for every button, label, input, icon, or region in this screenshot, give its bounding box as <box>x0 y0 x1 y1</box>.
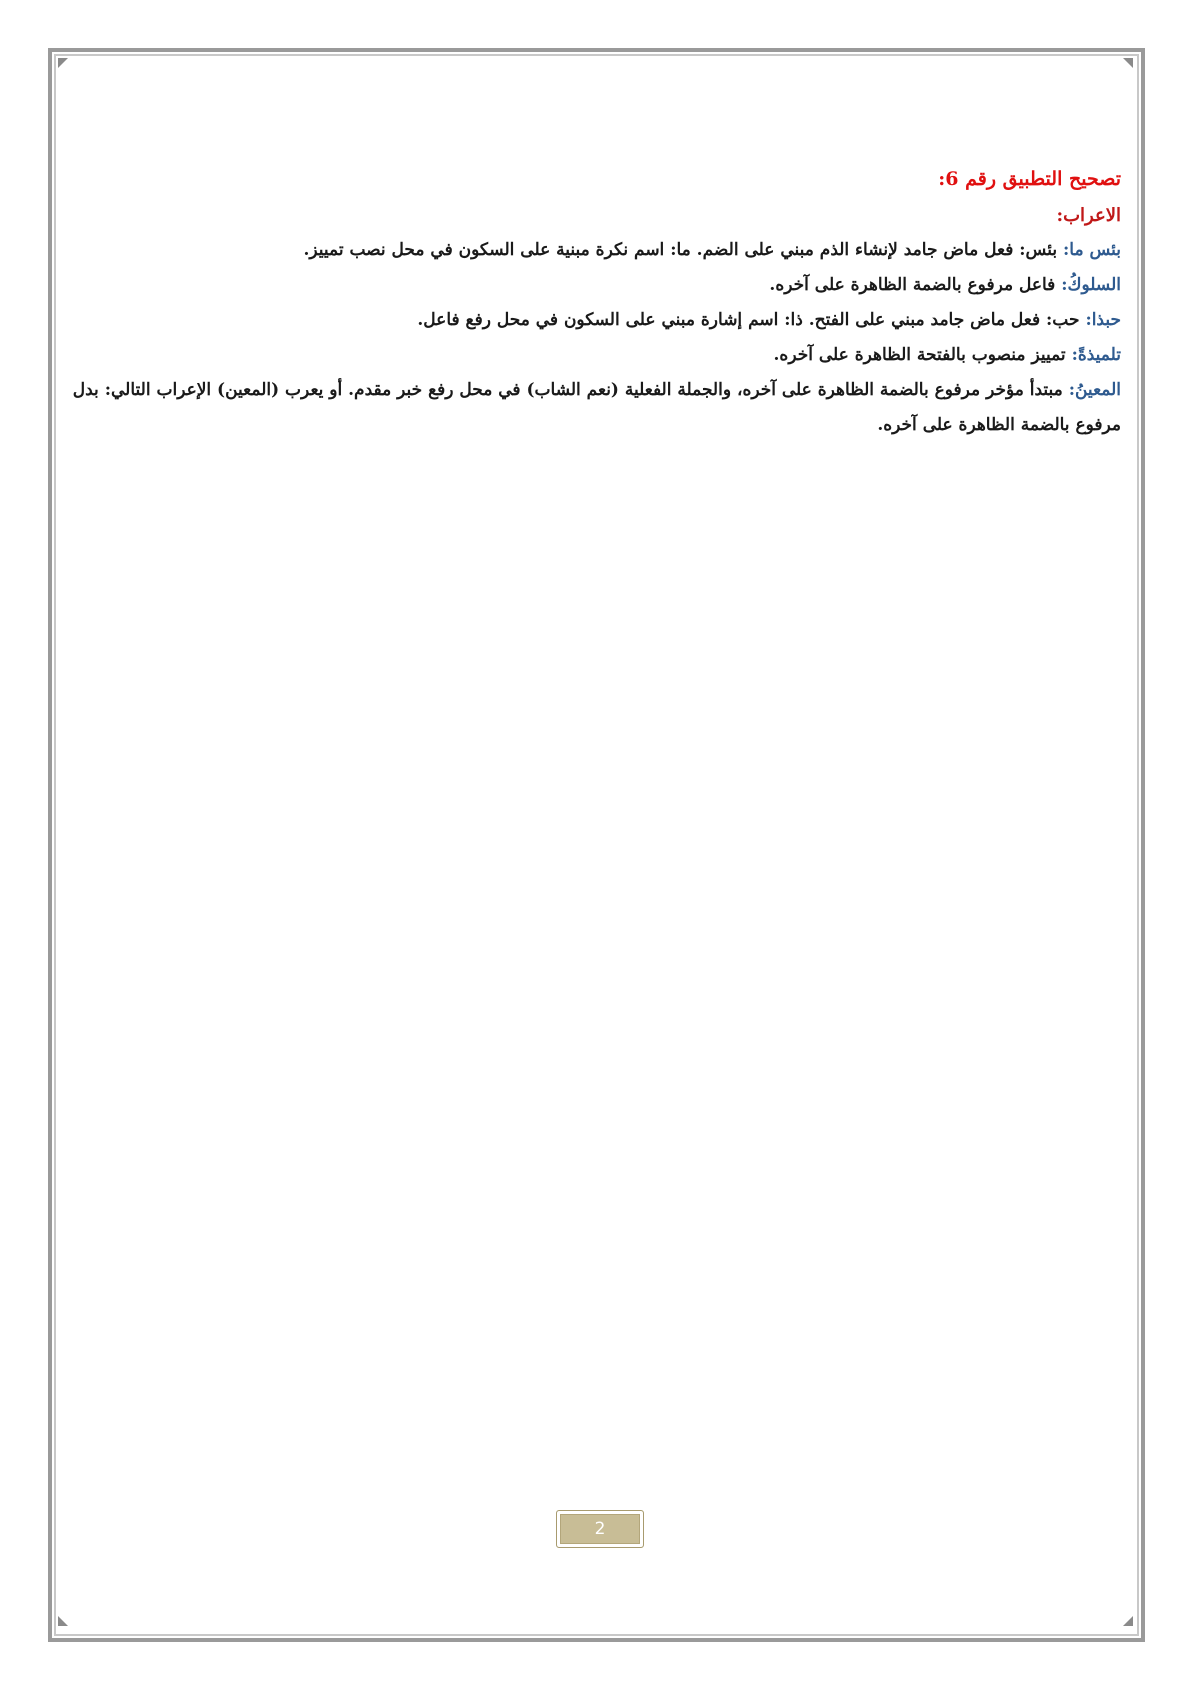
entry-paragraph-1 <box>70 233 1121 268</box>
entry-paragraph-5 <box>70 373 1121 443</box>
corner-ornament-bottom-left <box>58 1616 68 1626</box>
entry-text: تمييز منصوب بالفتحة الظاهرة على آخره. <box>773 345 1072 365</box>
entry-text: فاعل مرفوع بالضمة الظاهرة على آخره. <box>769 275 1062 295</box>
corner-ornament-top-left <box>58 58 68 68</box>
entry-paragraph-2 <box>70 268 1121 303</box>
document-body <box>70 160 1121 443</box>
corner-ornament-top-right <box>1123 58 1133 68</box>
entry-text: مبتدأ مؤخر مرفوع بالضمة الظاهرة على آخره، والجملة الفعلية (نعم الشاب) في محل رفع خبر مقدم. أو يعرب (المعين) الإعراب التالي: بدل مرفوع بالضمة الظاهرة على آخره. <box>72 380 1121 435</box>
page-number: 2 <box>556 1510 644 1548</box>
section-label: الاعراب: <box>1056 205 1121 226</box>
entry-term: تلميذةً: <box>1071 345 1121 365</box>
entry-term: السلوكُ: <box>1061 275 1121 295</box>
entry-term: المعينُ: <box>1068 380 1121 400</box>
entry-text: بئس: فعل ماض جامد لإنشاء الذم مبني على الضم. ما: اسم نكرة مبنية على السكون في محل نصب تمييز. <box>303 240 1063 260</box>
page-title: تصحيح التطبيق رقم 6: <box>938 168 1121 190</box>
entry-term: حبذا: <box>1085 310 1121 330</box>
corner-ornament-bottom-right <box>1123 1616 1133 1626</box>
entry-paragraph-4 <box>70 338 1121 373</box>
entry-text: حب: فعل ماض جامد مبني على الفتح. ذا: اسم إشارة مبني على السكون في محل رفع فاعل. <box>417 310 1086 330</box>
entry-term: بئس ما: <box>1062 240 1121 260</box>
entry-paragraph-3 <box>70 303 1121 338</box>
